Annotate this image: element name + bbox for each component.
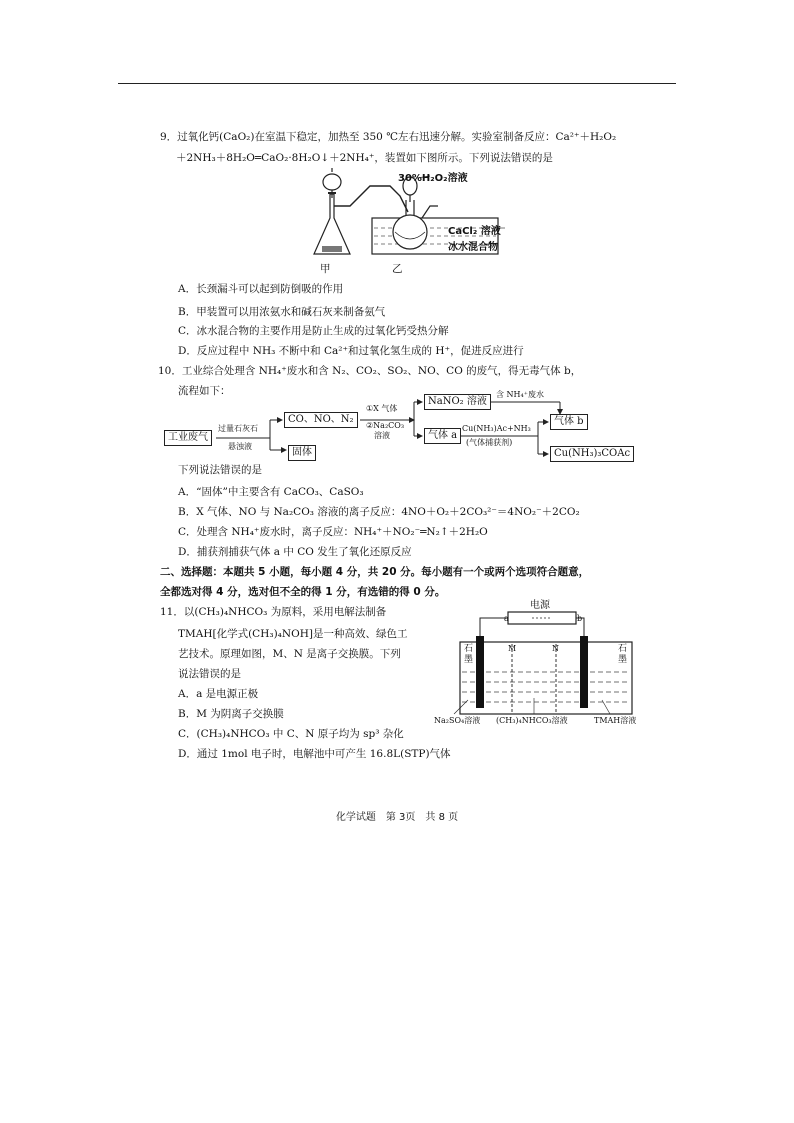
arrow-label-solution: 溶液 xyxy=(374,431,390,440)
page-footer: 化学试题 第 3页 共 8 页 xyxy=(335,812,459,823)
q11-option-d: D．通过 1mol 电子时，电解池中可产生 16.8L(STP)气体 xyxy=(178,748,451,760)
membrane-n-label: N xyxy=(552,644,559,653)
label-ice-water: 冰水混合物 xyxy=(448,242,498,253)
q11-electrolysis-figure xyxy=(434,600,662,730)
right-electrode-label-1: 石 xyxy=(618,644,628,654)
label-h2o2: 30%H₂O₂溶液 xyxy=(398,173,468,184)
box-gas-b: 气体 b xyxy=(550,414,588,430)
box-industrial-waste-gas: 工业废气 xyxy=(164,430,212,446)
q9-option-c: C．冰水混合物的主要作用是防止生成的过氧化钙受热分解 xyxy=(178,325,449,337)
q10-stem-line2: 流程如下： xyxy=(178,385,231,397)
solution-left-label: Na₂SO₄溶液 xyxy=(434,716,481,725)
box-co-no-n2: CO、NO、N₂ xyxy=(284,412,358,428)
arrow-label-x-gas: ①X 气体 xyxy=(366,404,398,413)
q9-option-a: A．长颈漏斗可以起到防倒吸的作用 xyxy=(178,283,344,295)
q11-option-c: C．(CH₃)₄NHCO₃ 中 C、N 原子均为 sp³ 杂化 xyxy=(178,728,404,740)
header-rule xyxy=(118,83,676,84)
q9-option-b: B．甲装置可以用浓氨水和碱石灰来制备氨气 xyxy=(178,306,386,318)
q9-option-d: D．反应过程中 NH₃ 不断中和 Ca²⁺和过氧化氢生成的 H⁺，促进反应进行 xyxy=(178,345,524,357)
right-electrode-label-2: 墨 xyxy=(618,655,628,665)
membrane-m-label: M xyxy=(508,644,517,653)
q10-option-b: B．X 气体、NO 与 Na₂CO₃ 溶液的离子反应：4NO＋O₂＋2CO₃²⁻＝4NO₂⁻＋2CO₂ xyxy=(178,506,580,518)
arrow-label-na2co3: ②Na₂CO₃ xyxy=(366,421,405,430)
q10-stem-line1: 10．工业综合处理含 NH₄⁺废水和含 N₂、CO₂、SO₂、NO、CO 的废气，得无毒气体 b， xyxy=(158,365,582,377)
label-cacl2: CaCl₂ 溶液 xyxy=(448,226,501,237)
section2-heading-line2: 全都选对得 4 分，选对但不全的得 1 分，有选错的得 0 分。 xyxy=(160,586,446,598)
power-supply-label: 电源 xyxy=(530,600,550,611)
arrow-label-limestone: 过量石灰石 xyxy=(218,424,258,433)
solution-middle-label: (CH₃)₄NHCO₃溶液 xyxy=(496,716,568,725)
box-cu-complex: Cu(NH₃)₃COAc xyxy=(550,446,634,462)
q10-flowchart xyxy=(160,388,630,468)
arrow-label-capture-note: (气体捕获剂) xyxy=(466,438,513,447)
q10-option-c: C．处理含 NH₄⁺废水时，离子反应：NH₄⁺＋NO₂⁻═N₂↑＋2H₂O xyxy=(178,526,488,538)
left-electrode-label-1: 石 xyxy=(464,644,474,654)
q10-option-a: A．“固体”中主要含有 CaCO₃、CaSO₃ xyxy=(178,486,364,498)
electrolysis-drawing xyxy=(434,600,662,730)
q9-stem-line2: ＋2NH₃＋8H₂O═CaO₂·8H₂O↓＋2NH₄⁺，装置如下图所示。下列说法错误的是 xyxy=(176,152,553,164)
q9-stem-line1: 9．过氧化钙(CaO₂)在室温下稳定，加热至 350 ℃左右迅速分解。实验室制备反应：Ca²⁺＋H₂O₂ xyxy=(160,131,617,143)
box-nano2-solution: NaNO₂ 溶液 xyxy=(424,394,491,410)
q11-option-b: B．M 为阴离子交换膜 xyxy=(178,708,284,720)
q11-stem-line1: 11．以(CH₃)₄NHCO₃ 为原料，采用电解法制备 xyxy=(160,606,387,618)
terminal-b-label: b xyxy=(577,614,583,623)
label-jia: 甲 xyxy=(320,263,331,275)
arrow-label-suspension: 悬浊液 xyxy=(228,442,252,451)
q11-option-a: A．a 是电源正极 xyxy=(178,688,259,700)
label-yi: 乙 xyxy=(392,263,403,275)
left-electrode-label-2: 墨 xyxy=(464,655,474,665)
q10-option-d: D．捕获剂捕获气体 a 中 CO 发生了氧化还原反应 xyxy=(178,546,412,558)
box-gas-a: 气体 a xyxy=(424,428,461,444)
arrow-label-nh4-waste: 含 NH₄⁺废水 xyxy=(496,390,544,399)
q11-stem-line4: 说法错误的是 xyxy=(178,668,241,680)
q10-stem-question: 下列说法错误的是 xyxy=(178,464,262,476)
q11-stem-line2: TMAH[化学式(CH₃)₄NOH]是一种高效、绿色工 xyxy=(178,628,408,640)
q11-stem-line3: 艺技术。原理如图，M、N 是离子交换膜。下列 xyxy=(178,648,401,660)
box-solid: 固体 xyxy=(288,445,316,461)
terminal-a-label: a xyxy=(504,614,509,623)
solution-right-label: TMAH溶液 xyxy=(594,716,637,725)
arrow-label-capture-agent: Cu(NH₃)Ac+NH₃ xyxy=(462,424,531,433)
section2-heading-line1: 二、选择题：本题共 5 小题，每小题 4 分，共 20 分。每小题有一个或两个选项符合题意， xyxy=(160,566,590,578)
q9-apparatus-figure xyxy=(300,166,520,278)
